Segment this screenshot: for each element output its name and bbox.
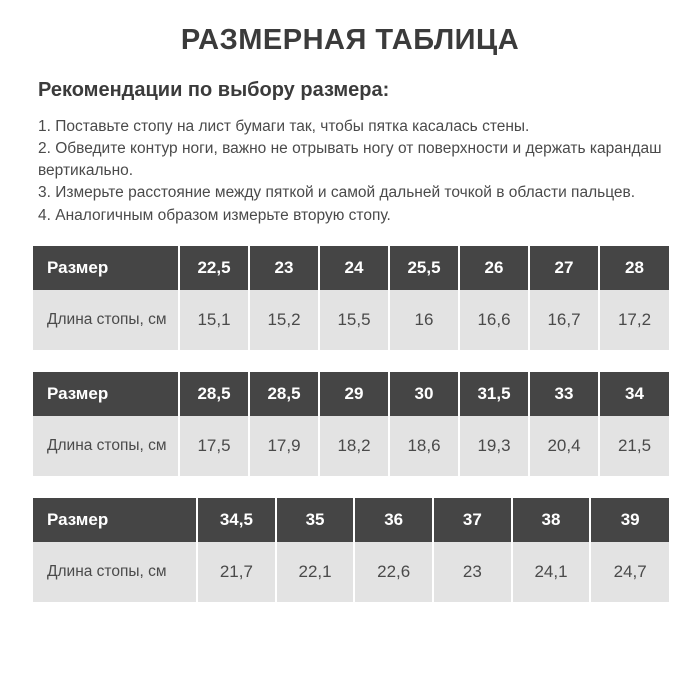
size-cell: 22,5 <box>179 246 249 290</box>
header-label: Размер <box>33 246 179 290</box>
length-cell: 21,7 <box>197 542 276 602</box>
length-cell: 17,2 <box>599 290 669 350</box>
measurement-steps <box>38 116 668 226</box>
size-cell: 38 <box>512 498 591 542</box>
length-cell: 17,5 <box>179 416 249 476</box>
size-cell: 24 <box>319 246 389 290</box>
size-cell: 35 <box>276 498 355 542</box>
length-cell: 18,6 <box>389 416 459 476</box>
table-header-row <box>33 372 669 416</box>
size-cell: 30 <box>389 372 459 416</box>
size-cell: 25,5 <box>389 246 459 290</box>
length-cell: 18,2 <box>319 416 389 476</box>
header-label: Размер <box>33 498 197 542</box>
length-cell: 22,6 <box>354 542 433 602</box>
size-cell: 28,5 <box>249 372 319 416</box>
length-cell: 21,5 <box>599 416 669 476</box>
length-cell: 19,3 <box>459 416 529 476</box>
size-cell: 36 <box>354 498 433 542</box>
size-table-3 <box>33 498 669 602</box>
length-cell: 16,6 <box>459 290 529 350</box>
step-item: 4. Аналогичным образом измерьте вторую стопу. <box>38 206 391 224</box>
row-label: Длина стопы, см <box>33 290 179 350</box>
length-cell: 23 <box>433 542 512 602</box>
size-cell: 37 <box>433 498 512 542</box>
table-row <box>33 290 669 350</box>
row-label: Длина стопы, см <box>33 416 179 476</box>
size-cell: 33 <box>529 372 599 416</box>
step-item: 3. Измерьте расстояние между пяткой и самой дальней точкой в области пальцев. <box>38 184 636 202</box>
page-title: РАЗМЕРНАЯ ТАБЛИЦА <box>180 24 520 56</box>
length-cell: 22,1 <box>276 542 355 602</box>
length-cell: 24,1 <box>512 542 591 602</box>
size-table-2 <box>33 372 669 476</box>
size-cell: 34,5 <box>197 498 276 542</box>
table-row <box>33 542 669 602</box>
length-cell: 15,5 <box>319 290 389 350</box>
size-cell: 26 <box>459 246 529 290</box>
size-cell: 39 <box>590 498 669 542</box>
length-cell: 15,1 <box>179 290 249 350</box>
length-cell: 24,7 <box>590 542 669 602</box>
length-cell: 15,2 <box>249 290 319 350</box>
step-item: 2. Обведите контур ноги, важно не отрывать ногу от поверхности и держать карандаш вертикально. <box>38 140 662 179</box>
size-cell: 29 <box>319 372 389 416</box>
size-cell: 27 <box>529 246 599 290</box>
size-cell: 31,5 <box>459 372 529 416</box>
recommendations-heading: Рекомендации по выбору размера: <box>38 79 390 101</box>
header-label: Размер <box>33 372 179 416</box>
table-row <box>33 416 669 476</box>
size-table-1 <box>33 246 669 350</box>
row-label: Длина стопы, см <box>33 542 197 602</box>
size-cell: 28 <box>599 246 669 290</box>
length-cell: 20,4 <box>529 416 599 476</box>
step-item: 1. Поставьте стопу на лист бумаги так, чтобы пятка касалась стены. <box>38 118 530 135</box>
length-cell: 16 <box>389 290 459 350</box>
size-cell: 23 <box>249 246 319 290</box>
table-header-row <box>33 498 669 542</box>
length-cell: 17,9 <box>249 416 319 476</box>
size-cell: 28,5 <box>179 372 249 416</box>
table-header-row <box>33 246 669 290</box>
length-cell: 16,7 <box>529 290 599 350</box>
size-cell: 34 <box>599 372 669 416</box>
